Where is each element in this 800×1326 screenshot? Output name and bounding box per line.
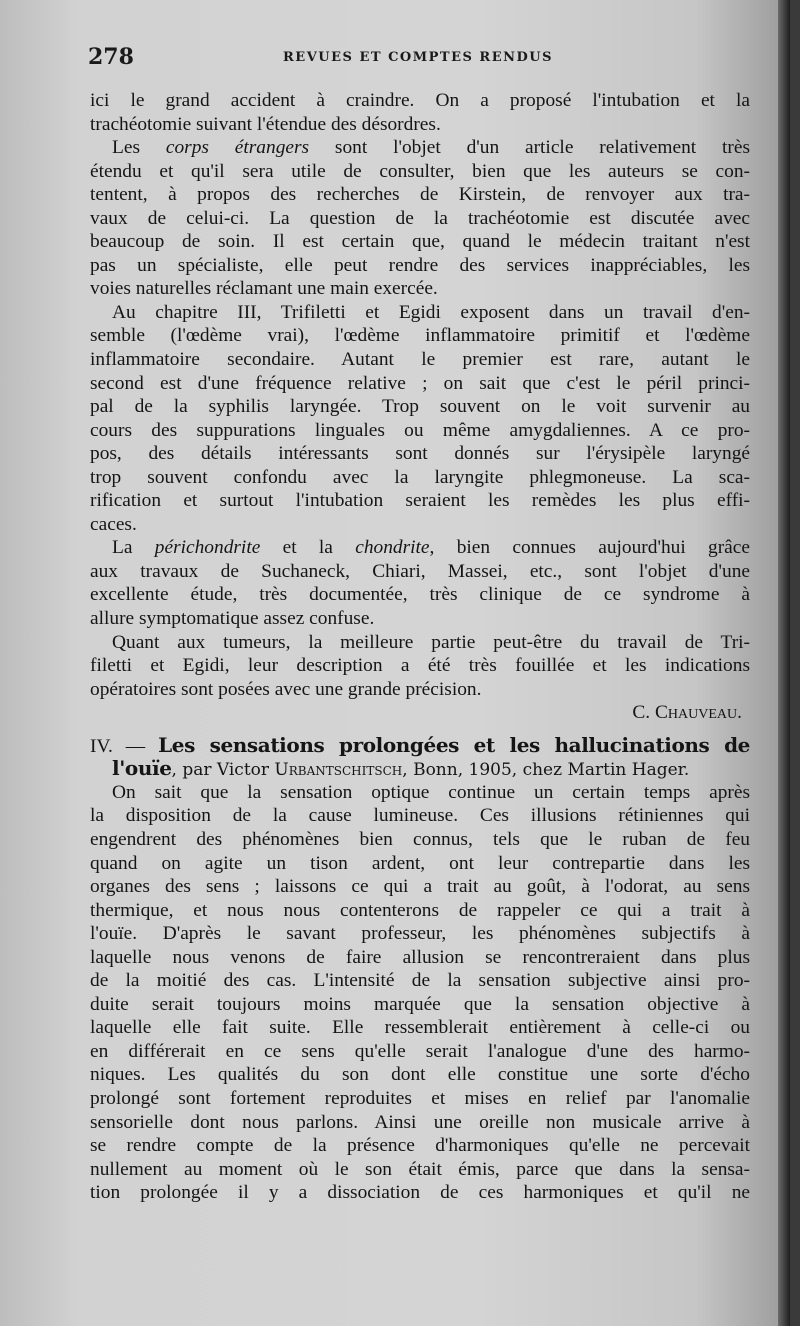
signature-name: Chauveau. xyxy=(655,702,742,724)
text-line: sensorielle dont nous parlons. Ainsi une oreille non musicale arrive à xyxy=(90,1111,750,1133)
text-line: cours des suppurations linguales ou même amygdaliennes. A ce pro- xyxy=(90,419,750,441)
page-number: 278 xyxy=(88,44,134,70)
text-line: laquelle elle fait suite. Elle ressemblerait entièrement à celle-ci ou xyxy=(90,1017,750,1039)
text-line: prolongé sont fortement reproduites et mises en relief par l'anomalie xyxy=(90,1087,750,1109)
section-title-line1: Les sensations prolongées et les hallucinations de xyxy=(158,732,750,757)
text-line: aux travaux de Suchaneck, Chiari, Massei, etc., sont l'objet d'une xyxy=(90,560,750,582)
text-line: organes des sens ; laissons ce qui a trait au goût, à l'odorat, au sens xyxy=(90,876,750,898)
body-text xyxy=(90,89,750,1205)
text-line: tion prolongée il y a dissociation de ces harmoniques et qu'il ne xyxy=(90,1182,750,1204)
italic-term: corps étrangers xyxy=(165,137,310,159)
signature-initial: C. xyxy=(632,702,655,724)
text-line: l'ouïe. D'après le savant professeur, les phénomènes subjectifs à xyxy=(90,923,750,945)
text-line: caces. xyxy=(90,513,137,535)
section-heading xyxy=(90,734,750,758)
review-signature xyxy=(90,701,750,725)
running-title: REVUES ET COMPTES RENDUS xyxy=(283,50,553,65)
text-line: semble (l'œdème vrai), l'œdème inflammatoire primitif et l'œdème xyxy=(90,325,750,347)
text-line: Au chapitre III, Trifiletti et Egidi exposent dans un travail d'en- xyxy=(112,301,750,323)
text-line: en différerait en ce sens qu'elle serait l'analogue d'une des harmo- xyxy=(90,1040,750,1062)
section-number: IV. — xyxy=(90,735,159,757)
text-line: engendrent des phénomènes bien connus, tels que le ruban de feu xyxy=(90,828,750,850)
text-line: niques. Les qualités du son dont elle constitue une sorte d'écho xyxy=(90,1064,750,1086)
italic-term: périchondrite xyxy=(154,537,261,559)
text-line: inflammatoire secondaire. Autant le premier est rare, autant le xyxy=(90,349,750,371)
text-line: second est d'une fréquence relative ; on sait que c'est le péril princi- xyxy=(90,372,750,394)
text-line: pas un spécialiste, elle peut rendre des services inappréciables, les xyxy=(90,254,750,276)
text-line: opératoires sont posées avec une grande précision. xyxy=(90,678,482,700)
text-line: la disposition de la cause lumineuse. Ces illusions rétiniennes qui xyxy=(90,805,750,827)
text-line: laquelle nous venons de faire allusion se rencontreraient dans plus xyxy=(90,946,750,968)
text-line: pal de la syphilis laryngée. Trop souvent on le voit survenir au xyxy=(90,396,750,418)
author-name: Urbantschitsch xyxy=(274,760,403,781)
text-line: ici le grand accident à craindre. On a proposé l'intubation et la xyxy=(90,90,750,111)
italic-term: chondrite xyxy=(355,537,430,559)
page-edge-shadow xyxy=(778,0,790,1326)
text-line: nullement au moment où le son était émis, parce que dans la sensa- xyxy=(90,1158,750,1180)
paragraph-tumeurs xyxy=(90,631,750,702)
byline-prefix: , par Victor xyxy=(171,760,275,781)
text-line: se rendre compte de la présence d'harmoniques qu'elle ne percevait xyxy=(90,1135,750,1157)
paragraph-sensations xyxy=(90,781,750,1205)
text-line: trop souvent confondu avec la laryngite phlegmoneuse. La sca- xyxy=(90,466,750,488)
section-title-line2: l'ouïe xyxy=(112,756,172,781)
text-line: vaux de celui-ci. La question de la trachéotomie est discutée avec xyxy=(90,207,750,229)
text-line: excellente étude, très documentée, très clinique de ce syndrome à xyxy=(90,584,750,606)
text-line: filetti et Egidi, leur description a été très fouillée et les indications xyxy=(90,655,750,677)
text-line: trachéotomie suivant l'étendue des désordres. xyxy=(90,113,441,135)
text-line: voies naturelles réclamant une main exercée. xyxy=(90,278,438,300)
paragraph-oedeme xyxy=(90,301,750,536)
section-byline xyxy=(90,757,750,781)
text-line: étendu et qu'il sera utile de consulter, bien que les auteurs se con- xyxy=(90,160,750,182)
paragraph-corps-etrangers xyxy=(90,136,750,301)
text-line: tentent, à propos des recherches de Kirstein, de renvoyer aux tra- xyxy=(90,184,750,206)
paragraph-intubation-end xyxy=(90,89,750,136)
byline-suffix: , Bonn, 1905, chez Martin Hager. xyxy=(402,760,690,781)
page-header xyxy=(88,44,748,74)
text-line: pos, des détails intéressants sont donnés sur l'érysipèle laryngé xyxy=(90,443,750,465)
paragraph-perichondrite xyxy=(90,536,750,630)
text-line: Les corps étrangers sont l'objet d'un article relativement très xyxy=(112,137,750,159)
text-line: beaucoup de soin. Il est certain que, quand le médecin traitant n'est xyxy=(90,231,750,253)
text-line: On sait que la sensation optique continue un certain temps après xyxy=(112,781,750,803)
text-line: allure symptomatique assez confuse. xyxy=(90,608,375,630)
text-line: rification et surtout l'intubation seraient les remèdes les plus effi- xyxy=(90,490,750,512)
text-line: duite serait toujours moins marquée que la sensation objective à xyxy=(90,993,750,1015)
text-line: de la moitié des cas. L'intensité de la sensation subjective ainsi pro- xyxy=(90,970,750,992)
text-line: thermique, et nous nous contenterons de rappeler ce qui a trait à xyxy=(90,899,750,921)
text-line: Quant aux tumeurs, la meilleure partie peut-être du travail de Tri- xyxy=(112,631,750,653)
text-line: quand on agite un tison ardent, ont leur contrepartie dans les xyxy=(90,852,750,874)
text-line: La périchondrite et la chondrite, bien connues aujourd'hui grâce xyxy=(112,537,750,559)
